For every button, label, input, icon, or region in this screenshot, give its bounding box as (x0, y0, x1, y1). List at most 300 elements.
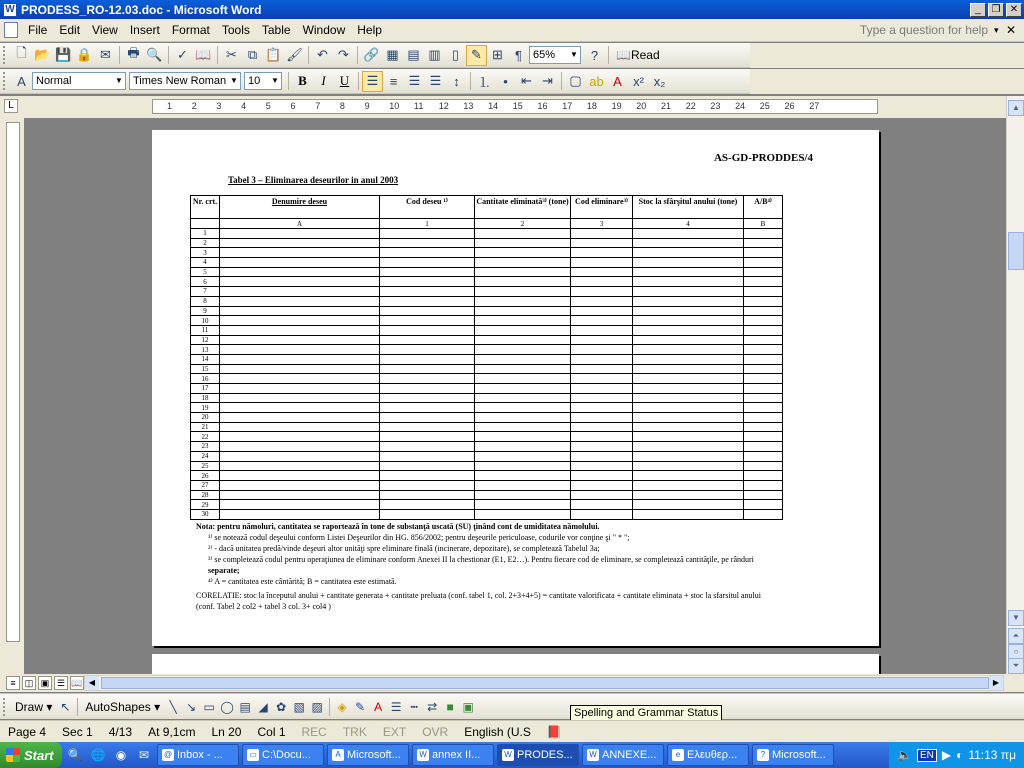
table-cell[interactable] (744, 306, 783, 316)
row-number-cell[interactable]: 24 (191, 451, 220, 461)
align-right-icon[interactable]: ☰ (408, 73, 421, 88)
table-cell[interactable] (571, 248, 633, 258)
status-rec[interactable]: REC (301, 724, 327, 739)
normal-view-icon[interactable]: ≡ (6, 676, 20, 690)
table-cell[interactable] (571, 413, 633, 423)
increase-indent-icon[interactable]: ⇥ (542, 73, 553, 88)
save-icon[interactable]: 💾 (55, 47, 72, 62)
row-number-cell[interactable]: 5 (191, 267, 220, 277)
table-cell[interactable] (475, 325, 571, 335)
table-cell[interactable] (744, 335, 783, 345)
table-cell[interactable] (744, 238, 783, 248)
table-cell[interactable] (744, 325, 783, 335)
autoshapes-menu-button[interactable]: AutoShapes ▾ (85, 699, 161, 714)
undo-icon[interactable]: ↶ (317, 47, 328, 62)
table-cell[interactable] (633, 238, 744, 248)
table-cell[interactable] (633, 393, 744, 403)
row-number-cell[interactable]: 28 (191, 490, 220, 500)
table-cell[interactable] (380, 267, 475, 277)
table-cell[interactable] (633, 422, 744, 432)
row-number-cell[interactable]: 21 (191, 422, 220, 432)
toolbar-grip[interactable] (3, 72, 7, 90)
3d-style-icon[interactable]: ▣ (462, 699, 474, 714)
numbering-icon[interactable]: ⒈ (477, 74, 491, 90)
table-row[interactable] (191, 277, 783, 287)
table-cell[interactable] (571, 384, 633, 394)
table-cell[interactable] (744, 509, 783, 519)
font-size-select[interactable] (244, 72, 282, 90)
shadow-style-icon[interactable]: ■ (446, 699, 454, 714)
menu-table[interactable]: Table (261, 23, 291, 37)
table-row[interactable] (191, 442, 783, 452)
table-row[interactable] (191, 432, 783, 442)
table-cell[interactable] (633, 480, 744, 490)
taskbar-item-microsoft-2[interactable] (752, 744, 834, 766)
scroll-right-icon[interactable]: ▶ (989, 676, 1003, 690)
table-cell[interactable] (475, 471, 571, 481)
toolbar-grip[interactable] (3, 698, 7, 716)
table-row[interactable] (191, 403, 783, 413)
bullets-icon[interactable]: • (503, 73, 508, 89)
table-cell[interactable] (571, 422, 633, 432)
table-cell[interactable] (571, 229, 633, 239)
table-cell[interactable] (380, 345, 475, 355)
scroll-up-icon[interactable]: ▲ (1008, 100, 1024, 116)
table-cell[interactable] (380, 509, 475, 519)
table-row[interactable] (191, 267, 783, 277)
font-select[interactable] (129, 72, 241, 90)
table-cell[interactable] (744, 364, 783, 374)
row-number-cell[interactable]: 13 (191, 345, 220, 355)
table-cell[interactable] (633, 306, 744, 316)
table-cell[interactable] (220, 432, 380, 442)
cut-icon[interactable]: ✂ (226, 47, 237, 62)
rectangle-icon[interactable]: ▭ (203, 699, 215, 714)
table-cell[interactable] (571, 442, 633, 452)
table-row[interactable] (191, 296, 783, 306)
table-cell[interactable] (380, 461, 475, 471)
table-cell[interactable] (475, 432, 571, 442)
restore-button[interactable]: ❐ (988, 3, 1004, 17)
table-cell[interactable] (220, 364, 380, 374)
status-trk[interactable]: TRK (342, 724, 367, 739)
table-cell[interactable] (475, 374, 571, 384)
status-ext[interactable]: EXT (382, 724, 407, 739)
menu-edit[interactable]: Edit (59, 23, 81, 37)
table-row[interactable] (191, 306, 783, 316)
table-cell[interactable] (633, 296, 744, 306)
table-cell[interactable] (220, 471, 380, 481)
table-cell[interactable] (380, 500, 475, 510)
row-number-cell[interactable]: 11 (191, 325, 220, 335)
row-number-cell[interactable]: 26 (191, 471, 220, 481)
table-cell[interactable] (571, 354, 633, 364)
table-cell[interactable] (744, 403, 783, 413)
insert-excel-icon[interactable]: ▥ (428, 47, 441, 62)
row-number-cell[interactable]: 14 (191, 354, 220, 364)
table-row[interactable] (191, 335, 783, 345)
table-cell[interactable] (744, 413, 783, 423)
table-cell[interactable] (475, 413, 571, 423)
row-number-cell[interactable]: 17 (191, 384, 220, 394)
table-cell[interactable] (380, 393, 475, 403)
paste-icon[interactable]: 📋 (265, 47, 282, 62)
table-cell[interactable] (380, 442, 475, 452)
row-number-cell[interactable]: 8 (191, 296, 220, 306)
menu-window[interactable]: Window (302, 23, 346, 37)
table-row[interactable] (191, 229, 783, 239)
table-cell[interactable] (380, 277, 475, 287)
table-cell[interactable] (571, 316, 633, 326)
textbox-icon[interactable]: ▤ (239, 699, 251, 714)
table-cell[interactable] (475, 345, 571, 355)
table-cell[interactable] (475, 238, 571, 248)
table-cell[interactable] (380, 306, 475, 316)
table-cell[interactable] (633, 354, 744, 364)
row-number-cell[interactable]: 4 (191, 258, 220, 268)
tray-app-icon[interactable]: ▶ (941, 748, 952, 762)
taskbar-item-greek[interactable] (667, 744, 749, 766)
volume-icon[interactable]: 🔈 (896, 748, 912, 762)
table-cell[interactable] (380, 296, 475, 306)
table-cell[interactable] (744, 287, 783, 297)
table-cell[interactable] (380, 364, 475, 374)
waste-elimination-table[interactable] (190, 195, 783, 520)
table-cell[interactable] (633, 509, 744, 519)
table-cell[interactable] (475, 384, 571, 394)
table-cell[interactable] (633, 413, 744, 423)
table-cell[interactable] (475, 277, 571, 287)
decrease-indent-icon[interactable]: ⇤ (521, 73, 532, 88)
table-cell[interactable] (744, 384, 783, 394)
print-preview-icon[interactable]: 🔍 (146, 47, 163, 62)
table-cell[interactable] (380, 287, 475, 297)
insert-table-icon[interactable]: ▤ (407, 47, 420, 62)
row-number-cell[interactable]: 6 (191, 277, 220, 287)
table-cell[interactable] (475, 509, 571, 519)
subscript-icon[interactable]: x₂ (653, 73, 666, 89)
research-icon[interactable]: 📖 (195, 47, 212, 62)
table-cell[interactable] (633, 471, 744, 481)
print-icon[interactable]: 🖶 (127, 45, 140, 60)
table-cell[interactable] (475, 287, 571, 297)
table-row[interactable] (191, 374, 783, 384)
table-cell[interactable] (220, 306, 380, 316)
outlook-icon[interactable]: ✉ (138, 748, 150, 762)
table-cell[interactable] (380, 248, 475, 258)
table-cell[interactable] (220, 229, 380, 239)
next-page[interactable] (152, 654, 879, 674)
line-icon[interactable]: ╲ (169, 699, 177, 714)
table-cell[interactable] (475, 442, 571, 452)
horizontal-scroll-thumb[interactable] (101, 677, 989, 689)
new-document-icon[interactable]: 🗋 (16, 45, 27, 60)
table-cell[interactable] (380, 335, 475, 345)
table-cell[interactable] (220, 354, 380, 364)
copy-icon[interactable]: ⧉ (247, 47, 258, 62)
row-number-cell[interactable]: 9 (191, 306, 220, 316)
table-cell[interactable] (220, 374, 380, 384)
row-number-cell[interactable]: 25 (191, 461, 220, 471)
arrow-style-icon[interactable]: ⇄ (427, 699, 438, 714)
row-number-cell[interactable]: 23 (191, 442, 220, 452)
horizontal-scrollbar[interactable] (84, 675, 1004, 691)
diagram-icon[interactable]: ✿ (276, 699, 287, 714)
table-row[interactable] (191, 364, 783, 374)
table-cell[interactable] (744, 374, 783, 384)
justify-icon[interactable]: ☰ (429, 73, 442, 88)
close-window-button[interactable]: ✕ (1006, 3, 1022, 17)
language-indicator[interactable]: EN (917, 749, 937, 762)
table-cell[interactable] (633, 229, 744, 239)
toolbar-grip[interactable] (3, 46, 7, 64)
vertical-scroll-thumb[interactable] (1008, 232, 1024, 270)
document-icon[interactable] (4, 22, 18, 38)
table-cell[interactable] (220, 267, 380, 277)
close-document-button[interactable]: ✕ (1006, 23, 1017, 37)
highlight-icon[interactable]: ab (589, 73, 604, 89)
taskbar-item-annex-ii[interactable] (412, 744, 494, 766)
tab-selector[interactable]: L (4, 99, 18, 113)
table-cell[interactable] (744, 422, 783, 432)
scroll-left-icon[interactable]: ◀ (85, 676, 99, 690)
table-cell[interactable] (633, 442, 744, 452)
table-cell[interactable] (475, 422, 571, 432)
spelling-status-icon[interactable]: 📕 (546, 724, 562, 739)
taskbar-item-documents[interactable] (242, 744, 324, 766)
status-language[interactable]: English (U.S (464, 724, 531, 739)
table-cell[interactable] (633, 287, 744, 297)
minimize-button[interactable]: _ (970, 3, 986, 17)
print-layout-icon[interactable]: ▣ (38, 676, 52, 690)
row-number-cell[interactable]: 22 (191, 432, 220, 442)
table-cell[interactable] (571, 277, 633, 287)
table-cell[interactable] (220, 403, 380, 413)
line-color-icon[interactable]: ✎ (355, 699, 366, 714)
table-cell[interactable] (380, 432, 475, 442)
browser-icon[interactable]: 🌐 (90, 748, 106, 762)
table-cell[interactable] (475, 451, 571, 461)
menu-tools[interactable]: Tools (221, 23, 250, 37)
table-cell[interactable] (744, 267, 783, 277)
table-row[interactable] (191, 461, 783, 471)
table-cell[interactable] (380, 238, 475, 248)
table-cell[interactable] (475, 316, 571, 326)
table-cell[interactable] (571, 461, 633, 471)
table-cell[interactable] (744, 248, 783, 258)
table-cell[interactable] (571, 296, 633, 306)
horizontal-ruler[interactable] (152, 99, 878, 114)
line-style-icon[interactable]: ☰ (390, 699, 402, 714)
table-cell[interactable] (633, 316, 744, 326)
table-cell[interactable] (380, 258, 475, 268)
start-button[interactable] (0, 742, 62, 768)
table-cell[interactable] (571, 451, 633, 461)
table-cell[interactable] (633, 277, 744, 287)
styles-formatting-icon[interactable]: A (17, 73, 26, 89)
table-cell[interactable] (571, 374, 633, 384)
align-left-icon[interactable]: ☰ (362, 71, 383, 92)
taskbar-item-microsoft-1[interactable] (327, 744, 409, 766)
table-row[interactable] (191, 451, 783, 461)
table-row[interactable] (191, 258, 783, 268)
reading-layout-icon[interactable]: 📖 (71, 678, 83, 688)
email-icon[interactable]: ✉ (100, 47, 111, 62)
table-cell[interactable] (475, 248, 571, 258)
table-cell[interactable] (571, 480, 633, 490)
table-cell[interactable] (633, 374, 744, 384)
menu-format[interactable]: Format (171, 23, 210, 37)
table-cell[interactable] (571, 287, 633, 297)
table-cell[interactable] (380, 403, 475, 413)
table-cell[interactable] (744, 471, 783, 481)
row-number-cell[interactable]: 10 (191, 316, 220, 326)
table-cell[interactable] (744, 296, 783, 306)
table-cell[interactable] (475, 490, 571, 500)
table-row[interactable] (191, 422, 783, 432)
document-page[interactable] (152, 130, 879, 646)
table-cell[interactable] (220, 480, 380, 490)
table-cell[interactable] (571, 306, 633, 316)
row-number-cell[interactable]: 15 (191, 364, 220, 374)
table-cell[interactable] (744, 500, 783, 510)
italic-button[interactable]: I (321, 73, 326, 88)
menu-view[interactable]: View (92, 23, 118, 37)
drawing-icon[interactable]: ✎ (466, 45, 487, 66)
table-cell[interactable] (744, 461, 783, 471)
table-row[interactable] (191, 480, 783, 490)
line-spacing-icon[interactable]: ↕ (453, 73, 460, 89)
document-area[interactable] (24, 118, 1006, 674)
clipart-icon[interactable]: ▧ (293, 699, 305, 714)
table-row[interactable] (191, 413, 783, 423)
table-cell[interactable] (633, 461, 744, 471)
table-cell[interactable] (220, 442, 380, 452)
table-cell[interactable] (380, 384, 475, 394)
table-cell[interactable] (633, 267, 744, 277)
help-icon[interactable]: ? (590, 47, 599, 63)
table-cell[interactable] (380, 316, 475, 326)
table-cell[interactable] (571, 258, 633, 268)
table-cell[interactable] (633, 384, 744, 394)
row-number-cell[interactable]: 7 (191, 287, 220, 297)
table-cell[interactable] (744, 277, 783, 287)
table-cell[interactable] (744, 354, 783, 364)
table-cell[interactable] (633, 258, 744, 268)
status-ovr[interactable]: OVR (422, 724, 449, 739)
table-cell[interactable] (220, 325, 380, 335)
table-cell[interactable] (475, 335, 571, 345)
table-cell[interactable] (633, 500, 744, 510)
table-cell[interactable] (633, 325, 744, 335)
table-cell[interactable] (744, 345, 783, 355)
table-cell[interactable] (744, 229, 783, 239)
document-map-icon[interactable]: ⊞ (492, 47, 503, 62)
table-cell[interactable] (220, 316, 380, 326)
chevron-down-icon[interactable]: ▼ (115, 76, 123, 85)
table-cell[interactable] (220, 451, 380, 461)
table-cell[interactable] (380, 325, 475, 335)
table-cell[interactable] (380, 374, 475, 384)
table-cell[interactable] (475, 500, 571, 510)
table-cell[interactable] (744, 442, 783, 452)
table-cell[interactable] (571, 500, 633, 510)
table-cell[interactable] (475, 354, 571, 364)
read-button[interactable] (612, 48, 664, 62)
taskbar-item-annexe[interactable] (582, 744, 664, 766)
chevron-down-icon[interactable]: ▼ (271, 76, 279, 85)
row-number-cell[interactable]: 29 (191, 500, 220, 510)
previous-page-icon[interactable]: ⏶ (1008, 628, 1024, 644)
table-cell[interactable] (744, 393, 783, 403)
row-number-cell[interactable]: 18 (191, 393, 220, 403)
table-row[interactable] (191, 393, 783, 403)
table-cell[interactable] (475, 393, 571, 403)
font-color-icon[interactable]: A (613, 73, 622, 89)
table-row[interactable] (191, 345, 783, 355)
table-cell[interactable] (633, 335, 744, 345)
outline-view-icon[interactable]: ☰ (54, 676, 68, 690)
vertical-ruler[interactable] (6, 122, 20, 642)
table-cell[interactable] (220, 384, 380, 394)
taskbar-item-inbox[interactable] (157, 744, 239, 766)
help-dropdown-icon[interactable]: ▾ (994, 24, 999, 35)
permission-icon[interactable]: 🔒 (76, 47, 93, 62)
table-cell[interactable] (220, 500, 380, 510)
table-row[interactable] (191, 490, 783, 500)
table-cell[interactable] (571, 509, 633, 519)
zoom-select[interactable] (529, 46, 581, 64)
menu-insert[interactable]: Insert (129, 23, 160, 37)
fill-color-icon[interactable]: ◈ (337, 699, 347, 714)
row-number-cell[interactable]: 20 (191, 413, 220, 423)
wordart-icon[interactable]: ◢ (258, 699, 268, 714)
format-painter-icon[interactable]: 🖌 (286, 47, 303, 62)
table-cell[interactable] (475, 364, 571, 374)
table-cell[interactable] (380, 422, 475, 432)
table-cell[interactable] (571, 238, 633, 248)
help-question-input[interactable]: Type a question for help (859, 23, 988, 37)
draw-menu-button[interactable]: Draw ▾ (15, 699, 53, 714)
row-number-cell[interactable]: 27 (191, 480, 220, 490)
chevron-down-icon[interactable]: ▼ (230, 76, 238, 85)
row-number-cell[interactable]: 3 (191, 248, 220, 258)
table-row[interactable] (191, 287, 783, 297)
table-cell[interactable] (633, 345, 744, 355)
table-cell[interactable] (220, 277, 380, 287)
table-cell[interactable] (571, 403, 633, 413)
row-number-cell[interactable]: 19 (191, 403, 220, 413)
menu-file[interactable]: File (28, 23, 48, 37)
table-cell[interactable] (220, 345, 380, 355)
table-cell[interactable] (571, 335, 633, 345)
table-cell[interactable] (220, 238, 380, 248)
taskbar-item-prodess[interactable] (497, 744, 579, 766)
media-icon[interactable]: ◉ (115, 748, 127, 762)
row-number-cell[interactable]: 2 (191, 238, 220, 248)
table-cell[interactable] (220, 413, 380, 423)
table-cell[interactable] (475, 267, 571, 277)
table-cell[interactable] (220, 422, 380, 432)
table-cell[interactable] (571, 432, 633, 442)
table-body[interactable] (191, 229, 783, 520)
row-number-cell[interactable]: 30 (191, 509, 220, 519)
table-cell[interactable] (475, 306, 571, 316)
table-cell[interactable] (571, 490, 633, 500)
next-page-icon[interactable]: ⏷ (1008, 658, 1024, 674)
row-number-cell[interactable]: 12 (191, 335, 220, 345)
insert-hyperlink-icon[interactable]: 🔗 (363, 47, 380, 62)
